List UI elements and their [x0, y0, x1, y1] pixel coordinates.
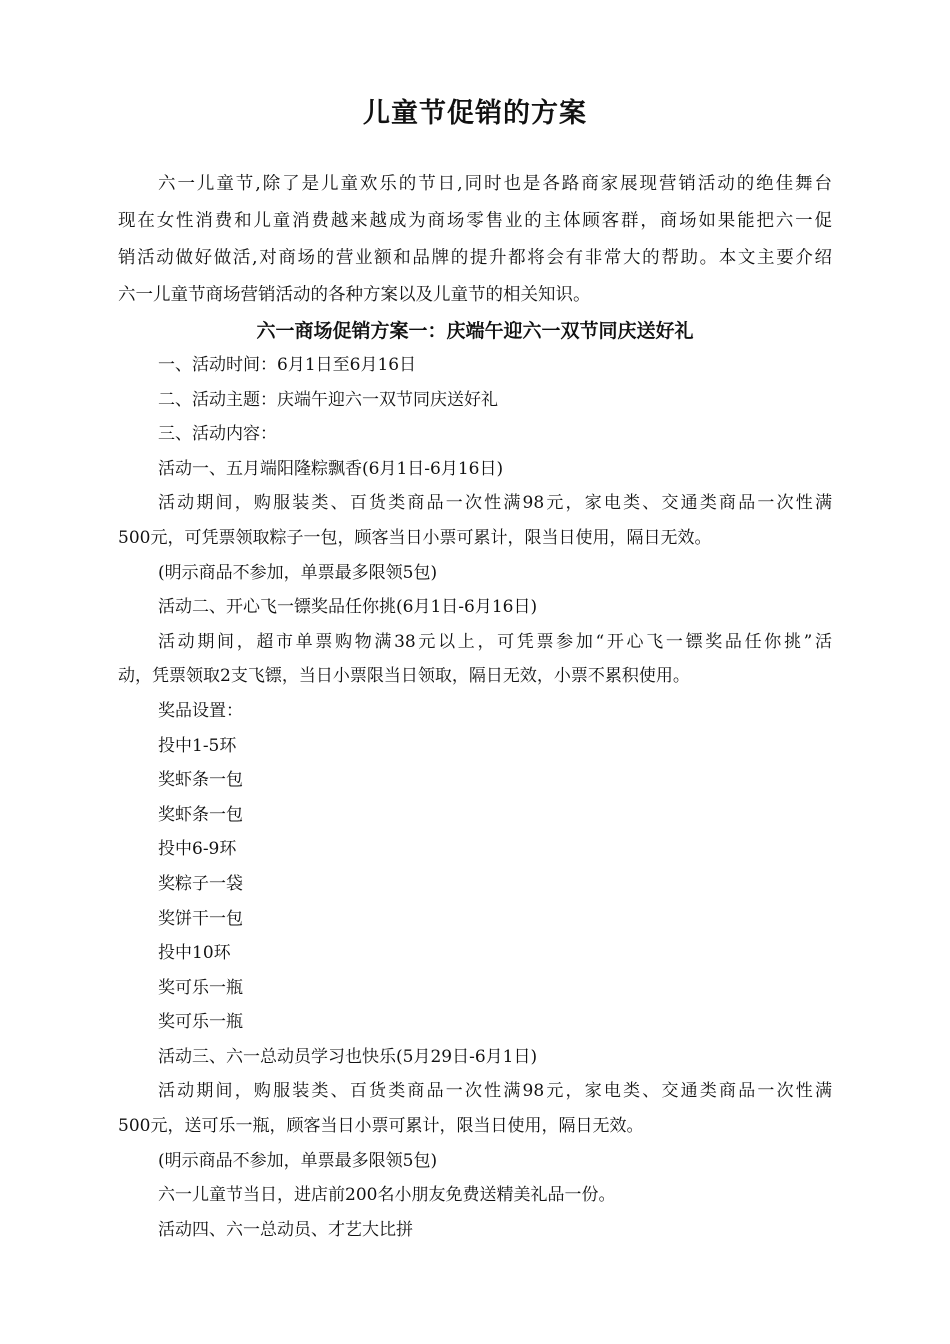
body-line: (明示商品不参加，单票最多限领5包) — [158, 562, 438, 583]
body-line: 活动期间，购服装类、百货类商品一次性满98元，家电类、交通类商品一次性满 — [158, 493, 832, 514]
body-line: 动，凭票领取2支飞镖，当日小票限当日领取，隔日无效，小票不累积使用。 — [118, 666, 690, 687]
prize-item: 投中1-5环 — [158, 735, 237, 756]
intro-line: 六一儿童节,除了是儿童欢乐的节日,同时也是各路商家展现营销活动的绝佳舞台 — [158, 174, 832, 194]
body-line: 活动期间，超市单票购物满38元以上，可凭票参加“开心飞一镖奖品任你挑”活 — [158, 631, 832, 652]
section-heading: 六一商场促销方案一：庆端午迎六一双节同庆送好礼 — [256, 320, 694, 342]
body-line: 500元，送可乐一瓶，顾客当日小票可累计，限当日使用，隔日无效。 — [118, 1116, 644, 1137]
prize-item: 奖可乐一瓶 — [158, 977, 243, 998]
activity-one-heading: 活动一、五月端阳隆粽飘香(6月1日-6月16日) — [158, 458, 504, 479]
activity-four-heading: 活动四、六一总动员、才艺大比拼 — [158, 1219, 413, 1240]
prize-item: 奖可乐一瓶 — [158, 1012, 243, 1033]
intro-paragraph — [118, 166, 832, 314]
activity-theme: 二、活动主题：庆端午迎六一双节同庆送好礼 — [158, 389, 498, 410]
activity-three-heading: 活动三、六一总动员学习也快乐(5月29日-6月1日) — [158, 1046, 538, 1067]
prize-item: 投中10环 — [158, 943, 231, 964]
plan-body — [118, 348, 832, 1247]
prize-item: 投中6-9环 — [158, 839, 237, 860]
intro-line: 销活动做好做活,对商场的营业额和品牌的提升都将会有非常大的帮助。本文主要介绍 — [118, 248, 832, 268]
body-line: 六一儿童节当日，进店前200名小朋友免费送精美礼品一份。 — [158, 1185, 616, 1206]
body-line: 活动期间，购服装类、百货类商品一次性满98元，家电类、交通类商品一次性满 — [158, 1081, 832, 1102]
document-title: 儿童节促销的方案 — [363, 98, 587, 129]
body-line: (明示商品不参加，单票最多限领5包) — [158, 1150, 438, 1171]
prize-item: 奖饼干一包 — [158, 908, 243, 929]
prize-item: 奖虾条一包 — [158, 770, 243, 791]
activity-two-heading: 活动二、开心飞一镖奖品任你挑(6月1日-6月16日) — [158, 597, 538, 618]
intro-line: 六一儿童节商场营销活动的各种方案以及儿童节的相关知识。 — [118, 285, 591, 305]
prize-settings-heading: 奖品设置： — [158, 700, 243, 721]
activity-content-heading: 三、活动内容： — [158, 424, 277, 445]
prize-item: 奖虾条一包 — [158, 804, 243, 825]
prize-item: 奖粽子一袋 — [158, 873, 243, 894]
body-line: 500元，可凭票领取粽子一包，顾客当日小票可累计，限当日使用，隔日无效。 — [118, 527, 712, 548]
activity-time: 一、活动时间：6月1日至6月16日 — [158, 355, 417, 375]
intro-line: 现在女性消费和儿童消费越来越成为商场零售业的主体顾客群，商场如果能把六一促 — [118, 211, 832, 231]
